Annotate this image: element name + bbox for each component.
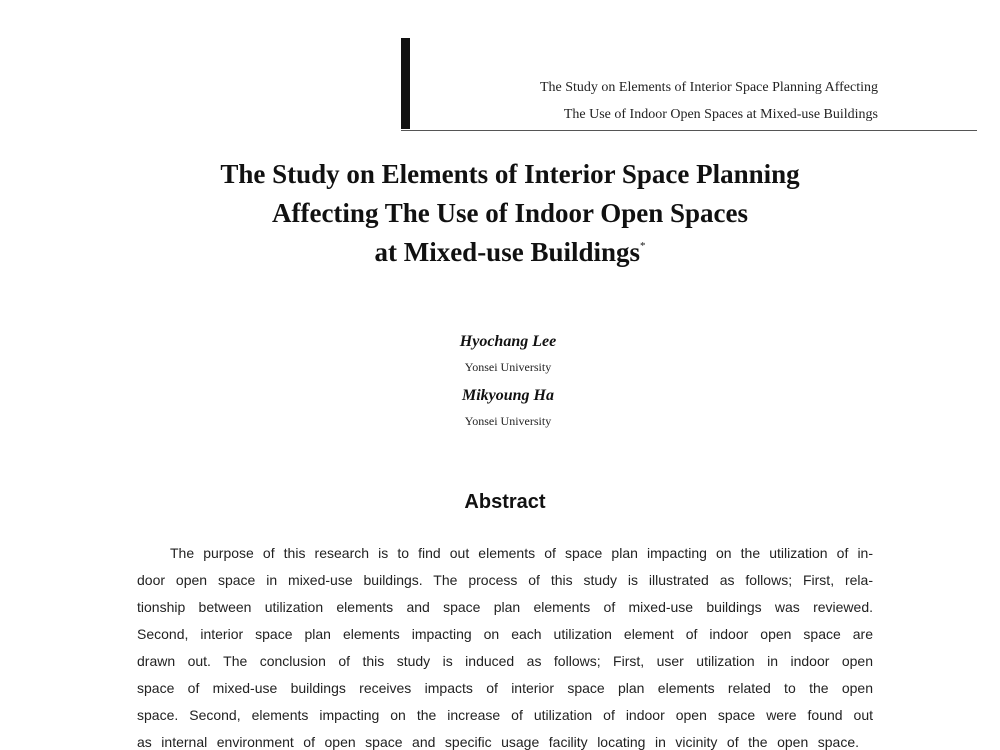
title-line-3-text: at Mixed-use Buildings (374, 237, 641, 267)
abstract-line: Second, interior space plan elements impacting on each utilization element of indoor open space are (137, 626, 873, 642)
header-decorative-bar (401, 38, 410, 129)
header-rule (401, 130, 977, 131)
running-header-line-2: The Use of Indoor Open Spaces at Mixed-use Buildings (563, 107, 878, 122)
author-name: Hyochang Lee (459, 333, 557, 350)
abstract-line: drawn out. The conclusion of this study is induced as follows; First, user utilization in indoor open (137, 653, 873, 669)
abstract-line: space. Second, elements impacting on the increase of utilization of indoor open space were found out (137, 707, 873, 723)
author-block (358, 330, 658, 438)
running-header (418, 74, 878, 128)
abstract-body (137, 545, 873, 750)
author-affiliation: Yonsei University (464, 360, 552, 374)
abstract-heading: Abstract (464, 491, 546, 513)
paper-title (110, 155, 910, 272)
abstract-line: door open space in mixed-use buildings. The process of this study is illustrated as follows; First, rela- (137, 572, 873, 588)
abstract-line: as internal environment of open space and specific usage facility locating in vicinity of the open space. (137, 734, 859, 750)
title-line-3 (110, 233, 910, 272)
title-line-1: The Study on Elements of Interior Space Planning (220, 159, 800, 189)
abstract-line: The purpose of this research is to find out elements of space plan impacting on the utilization of in- (170, 545, 873, 561)
author-name: Mikyoung Ha (461, 387, 554, 404)
abstract-line: space of mixed-use buildings receives impacts of interior space plan elements related to the open (137, 680, 873, 696)
abstract-line: tionship between utilization elements and space plan elements of mixed-use buildings was reviewed. (137, 599, 873, 615)
author-affiliation: Yonsei University (464, 414, 552, 428)
title-footnote-mark: * (640, 240, 646, 252)
running-header-line-1: The Study on Elements of Interior Space Planning Affecting (539, 80, 878, 95)
title-line-2: Affecting The Use of Indoor Open Spaces (271, 198, 749, 228)
